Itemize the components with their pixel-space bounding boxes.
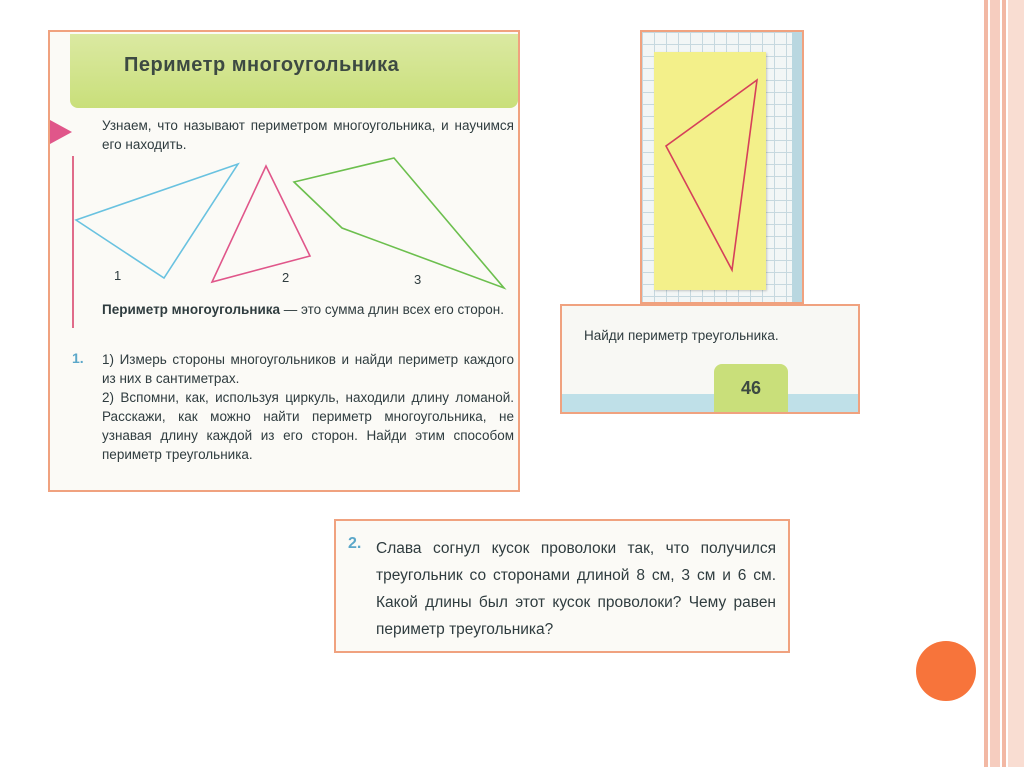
shape-label-2: 2 xyxy=(282,270,290,285)
find-perimeter-text: Найди периметр треугольника. xyxy=(584,328,779,343)
page-number-tab xyxy=(714,364,788,414)
task2-number: 2. xyxy=(348,535,362,552)
textbook-page-panel xyxy=(48,30,520,492)
definition-text xyxy=(102,300,514,319)
shape-label-3: 3 xyxy=(414,272,422,287)
shape-label-1: 1 xyxy=(114,268,122,283)
page-number: 46 xyxy=(740,378,762,398)
page-bottom-strip xyxy=(562,394,858,412)
definition-rest: — это сумма длин всех его сторон. xyxy=(280,302,504,317)
definition-term: Периметр многоугольника xyxy=(102,302,281,317)
find-perimeter-panel xyxy=(560,304,860,414)
graph-paper-image xyxy=(640,30,804,304)
triangle-figure xyxy=(654,52,766,290)
task1-part2: 2) Вспомни, как, используя циркуль, находили длину ломаной. Расскажи, как можно найти периметр многоугольника, не узнавая длину каждой из его сторон. Найди этим способом периметр треугольника. xyxy=(102,390,514,462)
task2-panel xyxy=(334,519,790,653)
decor-stripe xyxy=(984,0,988,767)
lesson-intro: Узнаем, что называют периметром многоугольника, и научимся его находить. xyxy=(102,118,514,152)
polygon-1 xyxy=(76,164,238,278)
decor-stripe xyxy=(990,0,1000,767)
polygon-3 xyxy=(294,158,504,288)
decor-stripe xyxy=(1002,0,1006,767)
task1-number: 1. xyxy=(72,350,84,366)
lesson-title: Периметр многоугольника xyxy=(124,54,400,76)
task1-text xyxy=(102,350,514,464)
task2-text: Слава согнул кусок проволоки так, что получился треугольник со сторонами длиной 8 см, 3 см и 6 см. Какой длины был этот кусок проволоки? Чему равен периметр треугольника? xyxy=(376,540,776,638)
yellow-card xyxy=(654,52,766,290)
decor-circle xyxy=(916,641,976,701)
page-edge xyxy=(792,32,802,302)
triangle-shape xyxy=(666,80,757,270)
decor-stripe xyxy=(1008,0,1024,767)
task1-part1: 1) Измерь стороны многоугольников и найди периметр каждого из них в сантиметрах. xyxy=(102,352,514,386)
